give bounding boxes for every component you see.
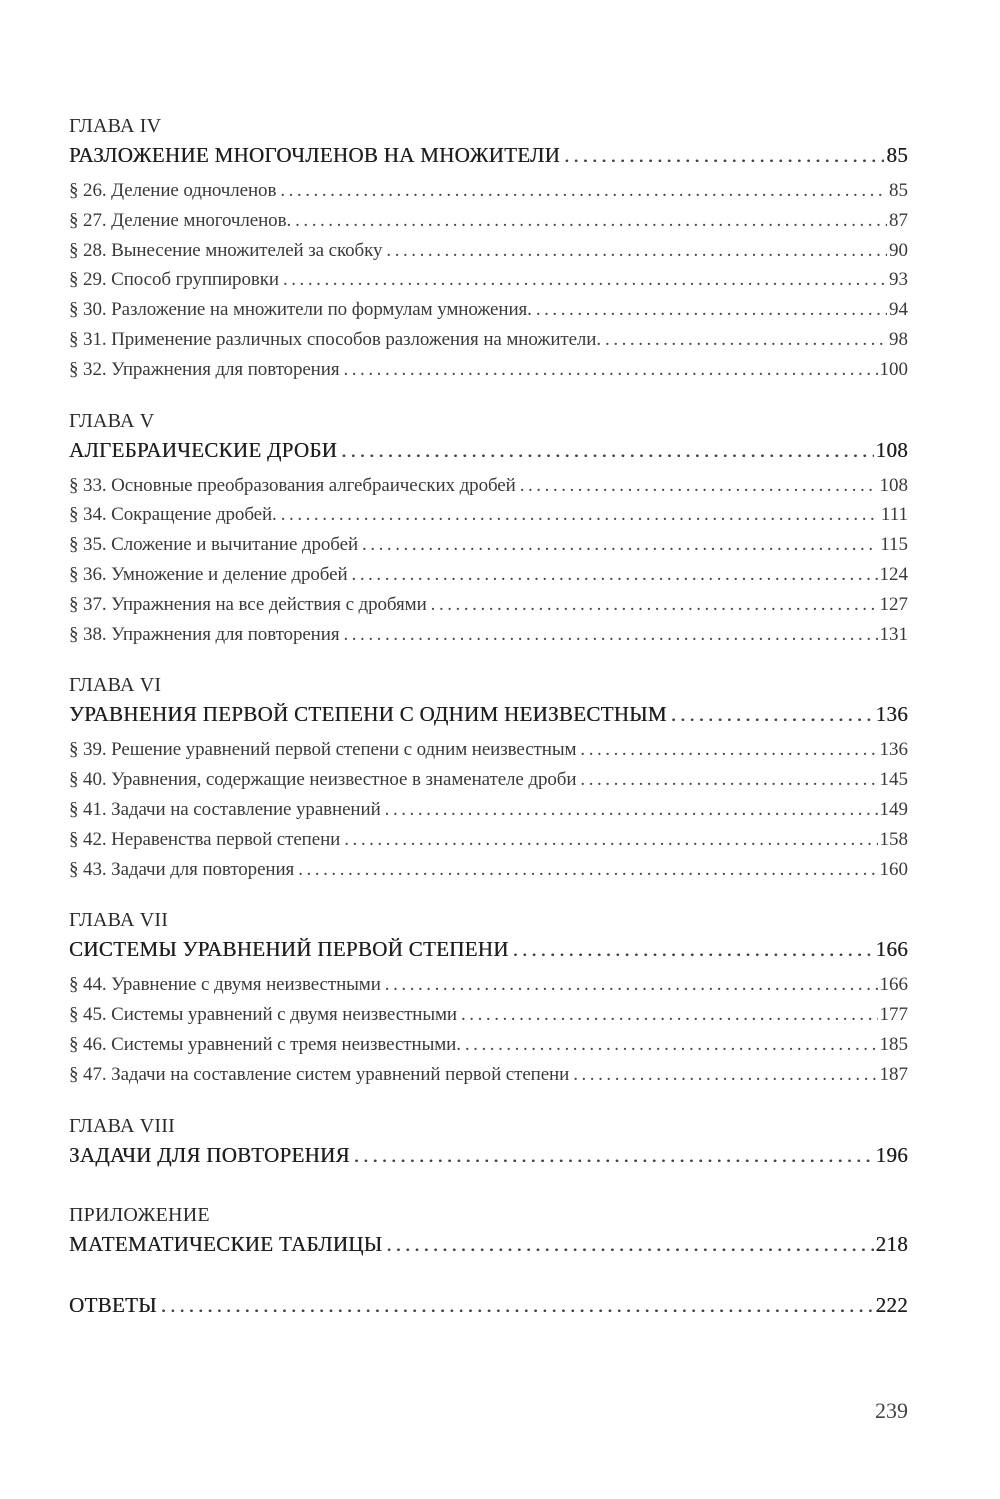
- section-entry: [69, 1060, 908, 1090]
- chapter-title: АЛГЕБРАИЧЕСКИЕ ДРОБИ: [69, 437, 338, 462]
- dot-leader: [385, 970, 878, 1000]
- chapter-page: 136: [875, 702, 908, 727]
- chapter-title: ЗАДАЧИ ДЛЯ ПОВТОРЕНИЯ: [69, 1142, 350, 1167]
- dot-leader: [343, 355, 877, 385]
- chapter-label: ГЛАВА VI: [69, 674, 162, 697]
- section-title: § 32. Упражнения для повторения: [69, 358, 340, 380]
- chapter-title: МАТЕМАТИЧЕСКИЕ ТАБЛИЦЫ: [69, 1231, 383, 1256]
- section-entry: [69, 176, 908, 206]
- chapter-label: ПРИЛОЖЕНИЕ: [69, 1203, 210, 1226]
- dot-leader: [283, 265, 887, 295]
- section-title: § 40. Уравнения, содержащие неизвестное в знаменателе дроби: [69, 769, 577, 791]
- dot-leader: [281, 500, 879, 530]
- section-page: 90: [889, 239, 908, 261]
- section-page: 158: [879, 828, 908, 850]
- section-page: 87: [889, 209, 908, 231]
- section-page: 85: [889, 180, 908, 201]
- spacer: [69, 1176, 908, 1201]
- dot-leader: [362, 530, 878, 560]
- section-page: 111: [880, 504, 908, 526]
- chapter-title-entry: [69, 435, 908, 465]
- chapter-title: РАЗЛОЖЕНИЕ МНОГОЧЛЕНОВ НА МНОЖИТЕЛИ: [69, 143, 561, 167]
- section-entry: [69, 236, 908, 266]
- dot-leader: [431, 590, 878, 620]
- spacer: [69, 1090, 908, 1112]
- chapter-label: ГЛАВА IV: [69, 115, 162, 137]
- section-page: 100: [879, 358, 908, 380]
- section-page: 185: [879, 1033, 908, 1055]
- dot-leader: [461, 1000, 878, 1030]
- answers: [69, 1290, 908, 1320]
- section-page: 108: [879, 474, 908, 496]
- section-title: § 33. Основные преобразования алгебраических дробей: [69, 474, 516, 496]
- section-entry: [69, 735, 908, 765]
- spacer: [69, 385, 908, 407]
- dot-leader: [671, 699, 874, 729]
- dot-leader: [513, 934, 874, 964]
- section-title: § 29. Способ группировки: [69, 269, 279, 291]
- section-title: § 43. Задачи для повторения: [69, 858, 295, 880]
- dot-leader: [386, 1229, 873, 1259]
- section-title: § 28. Вынесение множителей за скобку: [69, 239, 383, 261]
- section-page: 177: [879, 1004, 908, 1026]
- section-page: 131: [879, 623, 908, 645]
- chapter-title-entry: [69, 934, 908, 964]
- section-title: § 37. Упражнения на все действия с дробями: [69, 593, 427, 615]
- chapter-label: ГЛАВА V: [69, 409, 155, 432]
- section-page: 124: [879, 563, 908, 585]
- dot-leader: [580, 735, 877, 765]
- section-title: § 44. Уравнение с двумя неизвестными: [69, 974, 381, 996]
- section-page: 115: [880, 534, 908, 556]
- section-page: 145: [879, 769, 908, 791]
- section-page: 98: [889, 328, 908, 350]
- section-title: § 26. Деление одночленов: [69, 180, 277, 201]
- dot-leader: [536, 295, 887, 325]
- section-entry: [69, 825, 908, 855]
- section-title: § 38. Упражнения для повторения: [69, 623, 340, 645]
- answers-title: ОТВЕТЫ: [69, 1292, 157, 1317]
- section-page: 94: [889, 299, 908, 321]
- section-entry: [69, 560, 908, 590]
- section-entry: [69, 590, 908, 620]
- answers-page: 222: [875, 1292, 908, 1317]
- chapter-label: ГЛАВА VII: [69, 909, 169, 932]
- chapter-7: [69, 906, 908, 1111]
- section-entry: [69, 530, 908, 560]
- section-title: § 31. Применение различных способов разложения на множители.: [69, 328, 602, 350]
- section-title: § 47. Задачи на составление систем уравнений первой степени: [69, 1063, 570, 1085]
- dot-leader: [580, 765, 877, 795]
- appendix: [69, 1201, 908, 1290]
- dot-leader: [573, 1060, 877, 1090]
- dot-leader: [343, 620, 877, 650]
- spacer: [69, 1265, 908, 1290]
- section-entry: [69, 325, 908, 355]
- page-number: 239: [875, 1398, 908, 1423]
- section-title: § 27. Деление многочленов.: [69, 209, 292, 231]
- section-page: 93: [889, 269, 908, 291]
- dot-leader: [564, 140, 884, 170]
- chapter-page: 196: [875, 1142, 908, 1167]
- section-page: 136: [879, 739, 908, 761]
- dot-leader: [352, 560, 878, 590]
- section-entry: [69, 855, 908, 885]
- section-title: § 36. Умножение и деление дробей: [69, 563, 348, 585]
- spacer: [69, 649, 908, 671]
- dot-leader: [344, 825, 877, 855]
- dot-leader: [385, 795, 878, 825]
- chapter-title-entry: [69, 699, 908, 729]
- chapter-title-entry: [69, 140, 908, 170]
- dot-leader: [605, 325, 887, 355]
- section-title: § 42. Неравенства первой степени: [69, 828, 341, 850]
- section-title: § 39. Решение уравнений первой степени с одним неизвестным: [69, 739, 577, 761]
- section-title: § 30. Разложение на множители по формулам умножения.: [69, 299, 532, 321]
- chapter-label: ГЛАВА VIII: [69, 1114, 176, 1137]
- section-entry: [69, 970, 908, 1000]
- section-entry: [69, 1030, 908, 1060]
- chapter-8: [69, 1112, 908, 1201]
- section-entry: [69, 765, 908, 795]
- answers-entry: [69, 1290, 908, 1320]
- section-page: 166: [879, 974, 908, 996]
- chapter-title: УРАВНЕНИЯ ПЕРВОЙ СТЕПЕНИ С ОДНИМ НЕИЗВЕСТНЫМ: [69, 702, 667, 727]
- dot-leader: [386, 236, 887, 266]
- chapter-title: СИСТЕМЫ УРАВНЕНИЙ ПЕРВОЙ СТЕПЕНИ: [69, 937, 509, 962]
- section-page: 149: [879, 798, 908, 820]
- section-page: 127: [879, 593, 908, 615]
- dot-leader: [341, 435, 873, 465]
- dot-leader: [161, 1290, 874, 1320]
- section-entry: [69, 500, 908, 530]
- table-of-contents: [69, 112, 908, 1326]
- section-entry: [69, 795, 908, 825]
- spacer: [69, 884, 908, 906]
- section-entry: [69, 1000, 908, 1030]
- section-entry: [69, 355, 908, 385]
- section-title: § 45. Системы уравнений с двумя неизвестными: [69, 1004, 457, 1026]
- chapter-6: [69, 671, 908, 906]
- chapter-page: 218: [875, 1231, 908, 1256]
- section-entry: [69, 295, 908, 325]
- dot-leader: [280, 176, 887, 206]
- section-title: § 35. Сложение и вычитание дробей: [69, 534, 359, 556]
- dot-leader: [520, 471, 878, 501]
- chapter-title-entry: [69, 1140, 908, 1170]
- section-entry: [69, 471, 908, 501]
- dot-leader: [465, 1030, 878, 1060]
- section-entry: [69, 620, 908, 650]
- section-title: § 46. Системы уравнений с тремя неизвестными.: [69, 1033, 461, 1055]
- chapter-page: 85: [886, 143, 908, 167]
- chapter-page: 108: [875, 437, 908, 462]
- section-entry: [69, 265, 908, 295]
- chapter-4: [69, 112, 908, 407]
- chapter-5: [69, 407, 908, 672]
- dot-leader: [298, 855, 877, 885]
- dot-leader: [354, 1140, 874, 1170]
- dot-leader: [295, 206, 887, 236]
- section-page: 187: [879, 1063, 908, 1085]
- section-title: § 34. Сокращение дробей.: [69, 504, 277, 526]
- section-entry: [69, 206, 908, 236]
- section-title: § 41. Задачи на составление уравнений: [69, 798, 381, 820]
- chapter-title-entry: [69, 1229, 908, 1259]
- chapter-page: 166: [875, 937, 908, 962]
- section-page: 160: [879, 858, 908, 880]
